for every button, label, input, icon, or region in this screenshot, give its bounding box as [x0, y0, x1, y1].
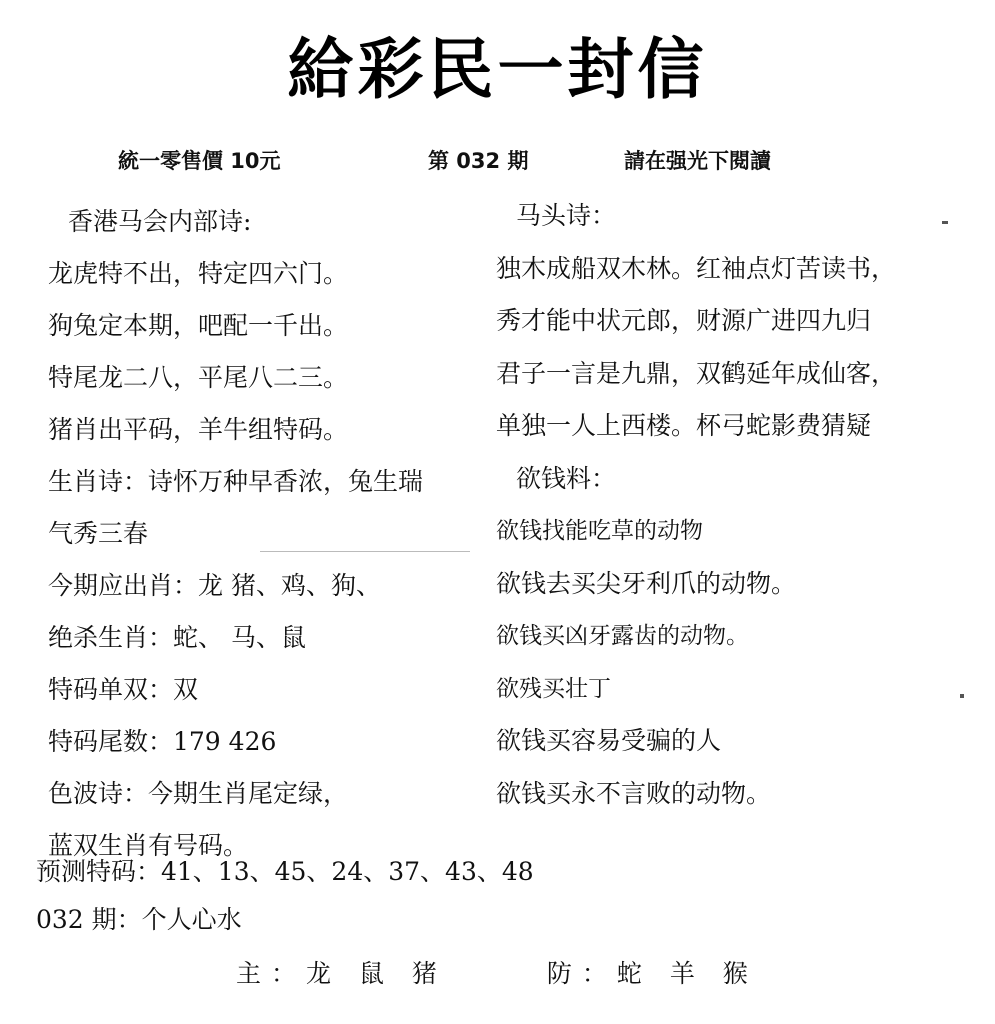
riddle-line: 欲钱买容易受骗的人 — [496, 726, 722, 755]
left-column — [48, 206, 488, 882]
color-poem-line1: 色波诗：今期生肖尾定绿， — [48, 779, 349, 808]
hk-poem-line: 特尾龙二八，平尾八二三。 — [48, 363, 349, 392]
horse-poem-line: 独木成船双木林。红袖点灯苦读书， — [496, 253, 897, 283]
horse-poem-line: 单独一人上西楼。杯弓蛇影费猜疑 — [496, 411, 872, 440]
right-column — [496, 200, 966, 830]
print-speck — [942, 221, 948, 224]
hk-poem-heading: 香港马会内部诗: — [68, 207, 252, 236]
tail-numbers: 特码尾数：179 426 — [48, 727, 277, 756]
hk-poem-line: 龙虎特不出，特定四六门。 — [48, 259, 349, 288]
current-zodiac: 今期应出肖：龙 猪、鸡、狗、 — [48, 571, 381, 600]
letter-title: 給彩民一封信 — [287, 31, 708, 108]
prediction-line: 预测特码：41、13、45、24、37、43、48 — [36, 857, 534, 886]
kill-zodiac: 绝杀生肖：蛇、 马、鼠 — [48, 623, 306, 652]
reading-note: 請在强光下閱讀 — [624, 149, 771, 173]
riddle-line: 欲钱去买尖牙利爪的动物。 — [496, 568, 797, 598]
odd-even: 特码单双：双 — [48, 675, 199, 704]
main-guard-line — [236, 958, 758, 990]
horse-poem-line: 秀才能中状元郎，财源广进四九归 — [496, 306, 872, 335]
hk-poem-line: 狗兔定本期，吧配一千出。 — [48, 311, 349, 340]
main-label: 主：龙 鼠 猪 — [236, 959, 447, 988]
print-speck — [960, 694, 964, 698]
guard-label: 防：蛇 羊 猴 — [546, 959, 758, 988]
zodiac-poem-line1: 生肖诗：诗怀万种早香浓，兔生瑞 — [48, 467, 424, 496]
issue-line: 032 期：个人心水 — [36, 905, 242, 934]
horse-poem-line: 君子一言是九鼎，双鹤延年成仙客， — [496, 358, 897, 388]
price-label: 統一零售價 10元 — [118, 149, 281, 173]
riddle-line: 欲残买壮丁 — [496, 675, 611, 702]
color-poem-line2: 蓝双生肖有号码。 — [48, 831, 249, 860]
horse-poem-heading: 马头诗： — [516, 201, 617, 230]
riddle-line: 欲钱找能吃草的动物 — [496, 518, 703, 544]
print-speck — [260, 551, 470, 552]
riddle-heading: 欲钱料： — [516, 463, 617, 493]
riddle-line: 欲钱买凶牙露齿的动物。 — [496, 623, 749, 649]
issue-number: 第 032 期 — [428, 149, 529, 173]
zodiac-poem-line2: 气秀三春 — [48, 519, 149, 548]
riddle-line: 欲钱买永不言败的动物。 — [496, 778, 772, 808]
hk-poem-line: 猪肖出平码，羊牛组特码。 — [48, 415, 349, 444]
